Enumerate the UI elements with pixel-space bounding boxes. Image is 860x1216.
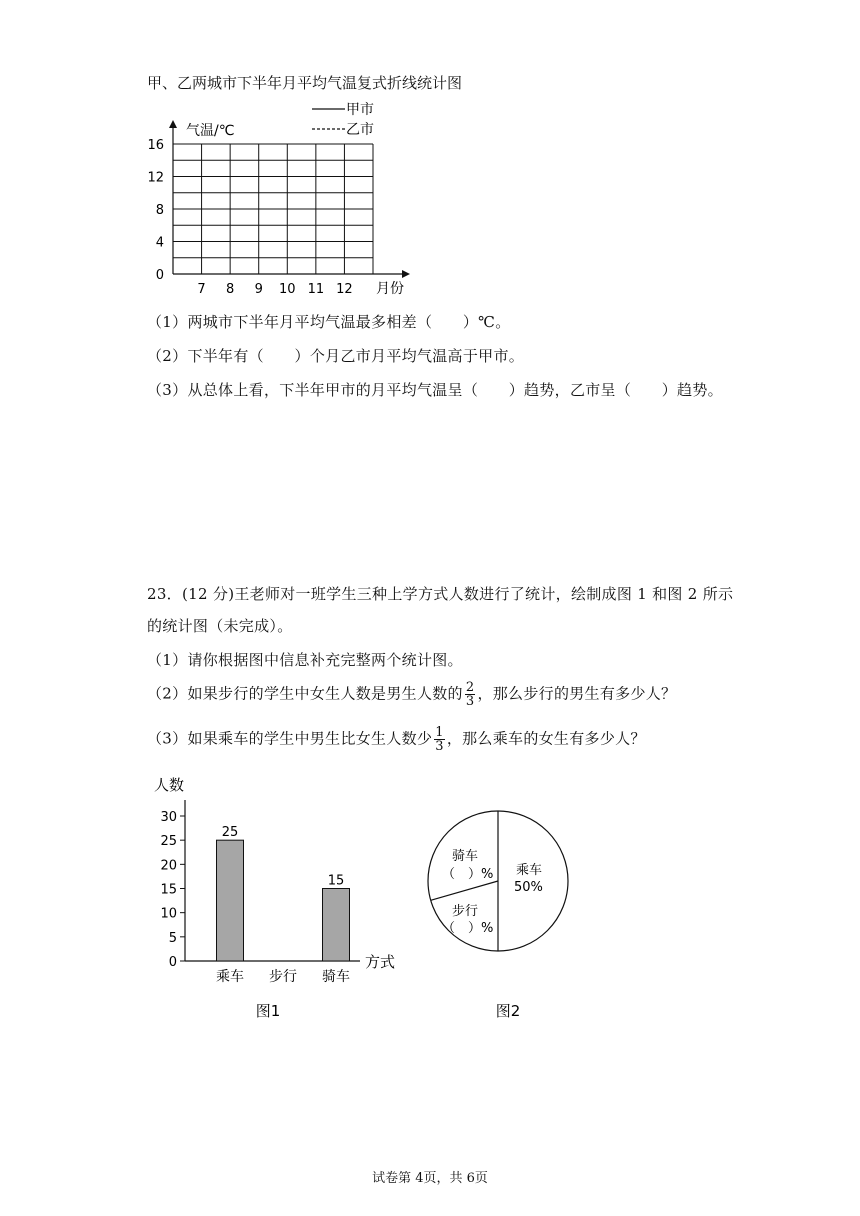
bar-chart-ticks [160,810,185,970]
bar-y-tick-label: 15 [160,882,177,898]
bar-y-tick-label: 5 [168,930,177,946]
line-x-tick-label: 11 [307,282,325,297]
line-x-tick-label: 9 [254,282,263,297]
y-axis-arrow [169,120,177,128]
bar-y-tick-label: 30 [160,810,177,825]
bar-y-axis-label: 人数 [154,776,185,794]
line-chart [140,96,420,300]
line-y-axis-label: 气温/℃ [186,123,235,139]
line-chart-title: 甲、乙两城市下半年月平均气温复式折线统计图 [147,74,463,92]
bar-0 [217,840,244,961]
pie-label-chengche: 乘车 [516,863,543,878]
question-1: （1）两城市下半年月平均气温最多相差（ ）℃。 [147,313,511,331]
x-axis-arrow [402,270,410,278]
pie-chart [420,805,600,1030]
pie-label-qiche: 骑车 [452,849,479,864]
fraction-numerator: 2 [465,680,475,695]
line-chart-grid [173,144,373,274]
bar-y-tick-label: 25 [160,834,177,850]
line-y-tick-label: 8 [155,203,164,218]
pie-label-buxing: 步行 [452,904,479,919]
q3-text-before: （3）如果乘车的学生中男生比女生人数少 [147,729,433,748]
q2-text-before: （2）如果步行的学生中女生人数是男生人数的 [147,684,463,703]
problem-23-q1: （1）请你根据图中信息补充完整两个统计图。 [147,651,463,669]
bar-2 [323,889,350,962]
bar-category-label: 乘车 [216,969,244,985]
legend-label-jia: 甲市 [346,102,374,118]
question-2: （2）下半年有（ ）个月乙市月平均气温高于甲市。 [147,347,525,365]
line-x-tick-label: 12 [336,282,353,297]
bar-y-tick-label: 0 [168,955,177,970]
figure-2-caption: 图2 [495,1002,521,1020]
problem-23-intro-line1: 23．(12 分)王老师对一班学生三种上学方式人数进行了统计，绘制成图 1 和图 2 所示 [147,585,734,603]
bar-x-axis-label: 方式 [365,953,396,971]
pie-value-buxing: （ ）% [442,921,494,936]
bar-chart [150,770,410,1030]
line-x-tick-label: 10 [279,282,296,297]
problem-23-q3 [147,726,646,753]
problem-23-q2 [147,681,676,708]
bar-category-label: 骑车 [322,969,350,985]
pie-value-qiche: （ ）% [442,867,494,882]
page-footer: 试卷第 4页，共 6页 [372,1171,488,1186]
line-y-tick-label: 4 [155,235,164,251]
figure-1-caption: 图1 [255,1002,281,1020]
q2-text-after: ，那么步行的男生有多少人？ [477,684,677,703]
q3-text-after: ，那么乘车的女生有多少人？ [446,729,646,748]
line-x-tick-label: 7 [197,282,206,297]
line-x-tick-label: 8 [226,282,235,297]
bar-category-label: 步行 [269,969,297,985]
fraction-two-thirds [465,681,476,708]
bar-value-label: 25 [221,825,239,841]
bar-y-tick-label: 10 [160,906,177,922]
fraction-denominator: 3 [465,694,475,709]
fraction-numerator: 1 [435,725,444,740]
pie-value-chengche: 50% [514,880,543,895]
bar-y-tick-label: 20 [160,858,177,874]
legend-label-yi: 乙市 [346,122,374,138]
fraction-one-third [434,726,445,753]
bar-value-label: 15 [327,873,345,889]
line-y-tick-label: 12 [147,170,164,186]
line-y-tick-label: 16 [147,138,164,153]
question-3: （3）从总体上看，下半年甲市的月平均气温呈（ ）趋势，乙市呈（ ）趋势。 [147,381,723,399]
line-y-tick-label: 0 [155,268,164,283]
fraction-denominator: 3 [435,739,444,754]
line-chart-ticks [147,138,352,297]
problem-23-intro-line2: 的统计图（未完成）。 [147,617,293,635]
line-x-axis-label: 月份 [376,281,404,297]
